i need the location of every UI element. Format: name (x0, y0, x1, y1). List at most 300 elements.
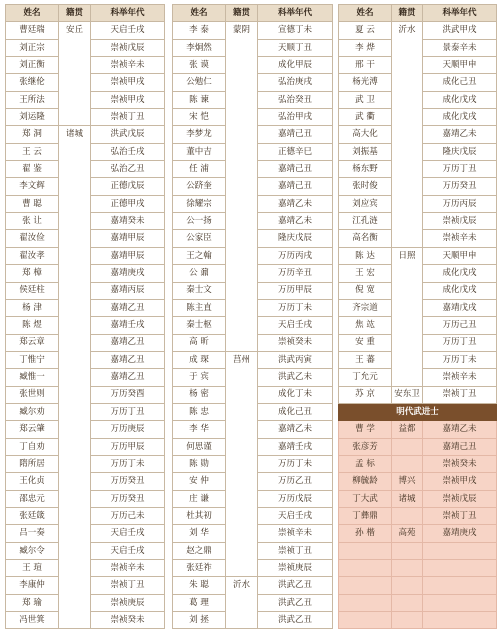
era-cell: 崇祯癸未 (258, 334, 333, 351)
era-cell: 成化己丑 (258, 403, 333, 420)
era-cell: 隆庆戊辰 (258, 230, 333, 247)
name-cell: 武 衢 (339, 109, 392, 126)
name-cell: 高大化 (339, 126, 392, 143)
origin-cell (392, 213, 423, 230)
empty-cell (339, 594, 392, 611)
era-cell: 正德辛巳 (258, 143, 333, 160)
origin-cell (392, 161, 423, 178)
name-cell: 张 让 (6, 213, 59, 230)
origin-cell (392, 143, 423, 160)
era-cell: 万历丁丑 (423, 161, 497, 178)
origin-cell (59, 351, 91, 368)
era-cell: 万历丁丑 (423, 334, 497, 351)
military-row (339, 438, 497, 455)
table-row (339, 213, 497, 230)
era-cell: 崇祯庚辰 (91, 594, 165, 611)
era-cell: 嘉靖甲辰 (91, 247, 165, 264)
era-cell: 万历庚辰 (91, 421, 165, 438)
table-row (339, 57, 497, 74)
name-cell: 翟汝孝 (6, 247, 59, 264)
name-cell: 任 浦 (173, 161, 226, 178)
header-origin: 籍贯 (226, 5, 258, 22)
name-cell: 曹 学 (339, 421, 392, 438)
name-cell: 翟汝俭 (6, 230, 59, 247)
name-cell: 公家臣 (173, 230, 226, 247)
era-cell: 嘉靖癸未 (91, 213, 165, 230)
table-row (173, 612, 333, 629)
origin-cell (59, 109, 91, 126)
military-row (339, 507, 497, 524)
name-cell: 丁自劝 (6, 438, 59, 455)
name-cell: 刘正衡 (6, 57, 59, 74)
table-row (173, 265, 333, 282)
era-cell: 景泰辛未 (423, 39, 497, 56)
table-row (6, 490, 165, 507)
era-cell: 嘉靖乙未 (258, 195, 333, 212)
era-cell: 崇祯丁丑 (423, 507, 497, 524)
origin-cell (226, 334, 258, 351)
table-row (173, 317, 333, 334)
name-cell: 王 宏 (339, 265, 392, 282)
origin-cell (59, 57, 91, 74)
table-row (339, 299, 497, 316)
table-row (6, 317, 165, 334)
table-row (6, 455, 165, 472)
name-cell: 刘 华 (173, 525, 226, 542)
origin-cell (392, 507, 423, 524)
era-cell: 洪武甲戌 (423, 22, 497, 39)
name-cell: 公跻奎 (173, 178, 226, 195)
table-row (173, 334, 333, 351)
table-row (173, 455, 333, 472)
era-cell: 万历丁未 (91, 455, 165, 472)
name-cell: 于 宾 (173, 369, 226, 386)
era-cell: 嘉靖己丑 (258, 178, 333, 195)
era-cell: 万历丁未 (258, 455, 333, 472)
era-cell: 嘉靖乙丑 (91, 299, 165, 316)
empty-cell (423, 560, 497, 577)
origin-cell (59, 507, 91, 524)
table-row (339, 22, 497, 39)
name-cell: 高 昕 (173, 334, 226, 351)
table-row (339, 39, 497, 56)
name-cell: 刘振基 (339, 143, 392, 160)
name-cell: 臧惟一 (6, 369, 59, 386)
table-row (6, 369, 165, 386)
era-cell: 隆庆戊辰 (423, 143, 497, 160)
table-row (339, 247, 497, 264)
table-row (6, 39, 165, 56)
table-row (339, 265, 497, 282)
origin-cell: 诸城 (392, 490, 423, 507)
table-row (6, 91, 165, 108)
header-name: 姓名 (6, 5, 59, 22)
name-cell: 王所法 (6, 91, 59, 108)
table-row (339, 369, 497, 386)
table-row (339, 143, 497, 160)
table-row (6, 22, 165, 39)
origin-cell (226, 525, 258, 542)
era-cell: 成化戊戌 (423, 265, 497, 282)
table-row (173, 421, 333, 438)
table-row (173, 507, 333, 524)
origin-cell (226, 473, 258, 490)
name-cell: 侯廷柱 (6, 282, 59, 299)
table-row (173, 490, 333, 507)
table-row (6, 126, 165, 143)
table-row (173, 126, 333, 143)
name-cell: 焦 竑 (339, 317, 392, 334)
origin-cell: 蒙阴 (226, 22, 258, 39)
table-row (173, 299, 333, 316)
name-cell: 张廷箴 (6, 507, 59, 524)
name-cell: 武 卫 (339, 91, 392, 108)
origin-cell (226, 455, 258, 472)
origin-cell: 益都 (392, 421, 423, 438)
era-cell: 洪武乙丑 (258, 577, 333, 594)
table-row (173, 109, 333, 126)
table-row (339, 334, 497, 351)
origin-cell (226, 560, 258, 577)
era-cell: 崇祯戊辰 (91, 39, 165, 56)
name-cell: 冯世箕 (6, 612, 59, 629)
empty-row (339, 594, 497, 611)
table-row (173, 195, 333, 212)
table-row (6, 282, 165, 299)
era-cell: 万历己未 (91, 507, 165, 524)
origin-cell (59, 213, 91, 230)
table-row (173, 282, 333, 299)
table-row (6, 594, 165, 611)
table-row (173, 438, 333, 455)
origin-cell (226, 57, 258, 74)
table-row (6, 230, 165, 247)
origin-cell (226, 230, 258, 247)
era-cell: 嘉靖己丑 (423, 438, 497, 455)
name-cell: 公 鼐 (173, 265, 226, 282)
name-cell: 李 泰 (173, 22, 226, 39)
empty-cell (423, 594, 497, 611)
name-cell: 邢 干 (339, 57, 392, 74)
origin-cell (59, 247, 91, 264)
table-row (6, 612, 165, 629)
origin-cell (59, 143, 91, 160)
era-cell: 万历癸酉 (91, 386, 165, 403)
origin-cell (226, 143, 258, 160)
table-row (339, 195, 497, 212)
name-cell: 公一扬 (173, 213, 226, 230)
era-cell: 弘治甲戌 (258, 109, 333, 126)
origin-cell (226, 299, 258, 316)
era-cell: 天启壬戌 (258, 507, 333, 524)
era-cell: 洪武乙丑 (258, 612, 333, 629)
name-cell: 张 谟 (173, 57, 226, 74)
table-row (173, 594, 333, 611)
table-row (6, 247, 165, 264)
origin-cell (59, 577, 91, 594)
name-cell: 孟 标 (339, 455, 392, 472)
name-cell: 刘应宾 (339, 195, 392, 212)
header-era: 科举年代 (423, 5, 497, 22)
origin-cell (226, 594, 258, 611)
origin-cell (226, 265, 258, 282)
origin-cell (59, 490, 91, 507)
table-row (173, 542, 333, 559)
table-row (173, 577, 333, 594)
table-row (173, 560, 333, 577)
name-cell: 葛 理 (173, 594, 226, 611)
name-cell: 朱 聪 (173, 577, 226, 594)
military-row (339, 525, 497, 542)
name-cell: 倪 宽 (339, 282, 392, 299)
name-cell: 李梦龙 (173, 126, 226, 143)
origin-cell (392, 455, 423, 472)
era-cell: 万历乙丑 (258, 473, 333, 490)
era-cell: 崇祯戊辰 (423, 213, 497, 230)
name-cell: 陈 谏 (173, 91, 226, 108)
table-row (6, 577, 165, 594)
era-cell: 崇祯辛未 (423, 230, 497, 247)
section-title-row (339, 403, 497, 420)
origin-cell (59, 542, 91, 559)
empty-cell (392, 542, 423, 559)
era-cell: 正德戊辰 (91, 178, 165, 195)
table-row (173, 161, 333, 178)
era-cell: 崇祯辛未 (258, 525, 333, 542)
origin-cell (59, 525, 91, 542)
table-row (6, 265, 165, 282)
section-title: 明代武进士 (339, 403, 497, 420)
era-cell: 万历甲辰 (258, 282, 333, 299)
era-cell: 万历癸丑 (423, 178, 497, 195)
table-row (173, 39, 333, 56)
era-cell: 嘉靖乙未 (258, 421, 333, 438)
era-cell: 洪武戊辰 (91, 126, 165, 143)
era-cell: 崇祯辛未 (91, 560, 165, 577)
origin-cell (392, 109, 423, 126)
military-row (339, 490, 497, 507)
table-header-row (173, 5, 333, 22)
era-cell: 弘治乙丑 (91, 161, 165, 178)
origin-cell: 高苑 (392, 525, 423, 542)
origin-cell (226, 438, 258, 455)
origin-cell (226, 369, 258, 386)
table-row (6, 74, 165, 91)
table-row (6, 507, 165, 524)
origin-cell (392, 91, 423, 108)
origin-cell (59, 455, 91, 472)
military-row (339, 455, 497, 472)
era-cell: 天顺甲申 (423, 247, 497, 264)
military-row (339, 421, 497, 438)
origin-cell (226, 282, 258, 299)
empty-cell (423, 577, 497, 594)
name-cell: 赵之鼎 (173, 542, 226, 559)
table-column-3 (338, 4, 497, 629)
origin-cell (392, 195, 423, 212)
origin-cell (392, 369, 423, 386)
era-cell: 万历丁未 (258, 299, 333, 316)
table-row (173, 91, 333, 108)
table-row (6, 542, 165, 559)
era-cell: 洪武乙未 (258, 369, 333, 386)
origin-cell (226, 195, 258, 212)
name-cell: 臧尔劝 (6, 403, 59, 420)
era-cell: 崇祯甲戌 (423, 473, 497, 490)
name-cell: 高名衡 (339, 230, 392, 247)
origin-cell (59, 421, 91, 438)
origin-cell (226, 403, 258, 420)
table-column-1 (5, 4, 165, 629)
era-cell: 弘治庚戌 (258, 74, 333, 91)
header-era: 科举年代 (91, 5, 165, 22)
table-row (6, 473, 165, 490)
name-cell: 张时俊 (339, 178, 392, 195)
name-cell: 庄 谦 (173, 490, 226, 507)
era-cell: 嘉靖乙未 (258, 213, 333, 230)
origin-cell (226, 109, 258, 126)
era-cell: 万历戊辰 (258, 490, 333, 507)
origin-cell (226, 74, 258, 91)
table-row (339, 109, 497, 126)
header-era: 科举年代 (258, 5, 333, 22)
table-row (6, 351, 165, 368)
table-row (6, 143, 165, 160)
origin-cell (59, 386, 91, 403)
era-cell: 嘉靖甲辰 (91, 230, 165, 247)
name-cell: 李 华 (173, 421, 226, 438)
table-row (6, 403, 165, 420)
era-cell: 天启壬戌 (258, 317, 333, 334)
table-row (6, 195, 165, 212)
origin-cell (226, 421, 258, 438)
name-cell: 张彦芳 (339, 438, 392, 455)
era-cell: 成化丁未 (258, 386, 333, 403)
empty-row (339, 560, 497, 577)
table-row (173, 473, 333, 490)
name-cell: 隋所居 (6, 455, 59, 472)
table-header-row (6, 5, 165, 22)
era-cell: 嘉靖乙未 (423, 421, 497, 438)
table-row (173, 525, 333, 542)
era-cell: 嘉靖己丑 (258, 161, 333, 178)
era-cell: 崇祯癸未 (91, 612, 165, 629)
origin-cell (59, 161, 91, 178)
name-cell: 徐耀宗 (173, 195, 226, 212)
name-cell: 郑云肇 (6, 421, 59, 438)
empty-cell (392, 612, 423, 629)
table-row (6, 109, 165, 126)
empty-row (339, 612, 497, 629)
origin-cell (226, 213, 258, 230)
name-cell: 杨 密 (173, 386, 226, 403)
table-row (6, 213, 165, 230)
name-cell: 齐宗道 (339, 299, 392, 316)
era-cell: 嘉靖壬戌 (91, 317, 165, 334)
era-cell: 崇祯癸未 (423, 455, 497, 472)
empty-cell (423, 612, 497, 629)
era-cell: 嘉靖丙辰 (91, 282, 165, 299)
name-cell: 臧尔令 (6, 542, 59, 559)
header-origin: 籍贯 (59, 5, 91, 22)
origin-cell (392, 265, 423, 282)
table-row (6, 386, 165, 403)
era-cell: 嘉靖庚戌 (91, 265, 165, 282)
name-cell: 李康仲 (6, 577, 59, 594)
era-cell: 弘治癸丑 (258, 91, 333, 108)
origin-cell (226, 91, 258, 108)
name-cell: 刘运隆 (6, 109, 59, 126)
era-cell: 天启壬戌 (91, 542, 165, 559)
era-cell: 天顺甲申 (423, 57, 497, 74)
era-cell: 崇祯甲戌 (91, 91, 165, 108)
era-cell: 嘉靖乙丑 (91, 334, 165, 351)
origin-cell (59, 403, 91, 420)
origin-cell: 安丘 (59, 22, 91, 39)
era-cell: 天顺丁丑 (258, 39, 333, 56)
origin-cell (392, 74, 423, 91)
era-cell: 崇祯庚辰 (258, 560, 333, 577)
empty-cell (339, 560, 392, 577)
era-cell: 嘉靖乙丑 (91, 351, 165, 368)
table-row (6, 178, 165, 195)
era-cell: 崇祯辛未 (91, 57, 165, 74)
era-cell: 崇祯辛未 (423, 369, 497, 386)
empty-cell (339, 542, 392, 559)
origin-cell (392, 57, 423, 74)
era-cell: 万历甲辰 (91, 438, 165, 455)
era-cell: 万历癸丑 (91, 490, 165, 507)
era-cell: 正德甲戌 (91, 195, 165, 212)
table-row (339, 386, 497, 403)
table-row (173, 386, 333, 403)
name-cell: 柳毓龄 (339, 473, 392, 490)
era-cell: 崇祯丁丑 (91, 109, 165, 126)
era-cell: 崇祯戊辰 (423, 490, 497, 507)
name-cell: 张世则 (6, 386, 59, 403)
era-cell: 天启壬戌 (91, 525, 165, 542)
origin-cell (59, 334, 91, 351)
origin-cell (392, 299, 423, 316)
name-cell: 郑云章 (6, 334, 59, 351)
name-cell: 曹廷瑞 (6, 22, 59, 39)
origin-cell (392, 282, 423, 299)
name-cell: 张廷祚 (173, 560, 226, 577)
origin-cell (226, 317, 258, 334)
origin-cell (59, 473, 91, 490)
era-cell: 嘉靖乙未 (423, 126, 497, 143)
origin-cell (226, 39, 258, 56)
origin-cell: 沂水 (226, 577, 258, 594)
name-cell: 李 烨 (339, 39, 392, 56)
origin-cell (59, 299, 91, 316)
name-cell: 张继伦 (6, 74, 59, 91)
origin-cell (226, 178, 258, 195)
name-cell: 郑 洞 (6, 126, 59, 143)
name-cell: 丁允元 (339, 369, 392, 386)
table-row (173, 57, 333, 74)
name-cell: 郑 瑜 (6, 594, 59, 611)
name-cell: 丁惟宁 (6, 351, 59, 368)
name-cell: 丁彝鼎 (339, 507, 392, 524)
era-cell: 宣德丁未 (258, 22, 333, 39)
table-column-2 (172, 4, 333, 629)
origin-cell (59, 39, 91, 56)
name-cell: 王之翰 (173, 247, 226, 264)
name-cell: 成 琛 (173, 351, 226, 368)
name-cell: 何思谨 (173, 438, 226, 455)
origin-cell (59, 594, 91, 611)
